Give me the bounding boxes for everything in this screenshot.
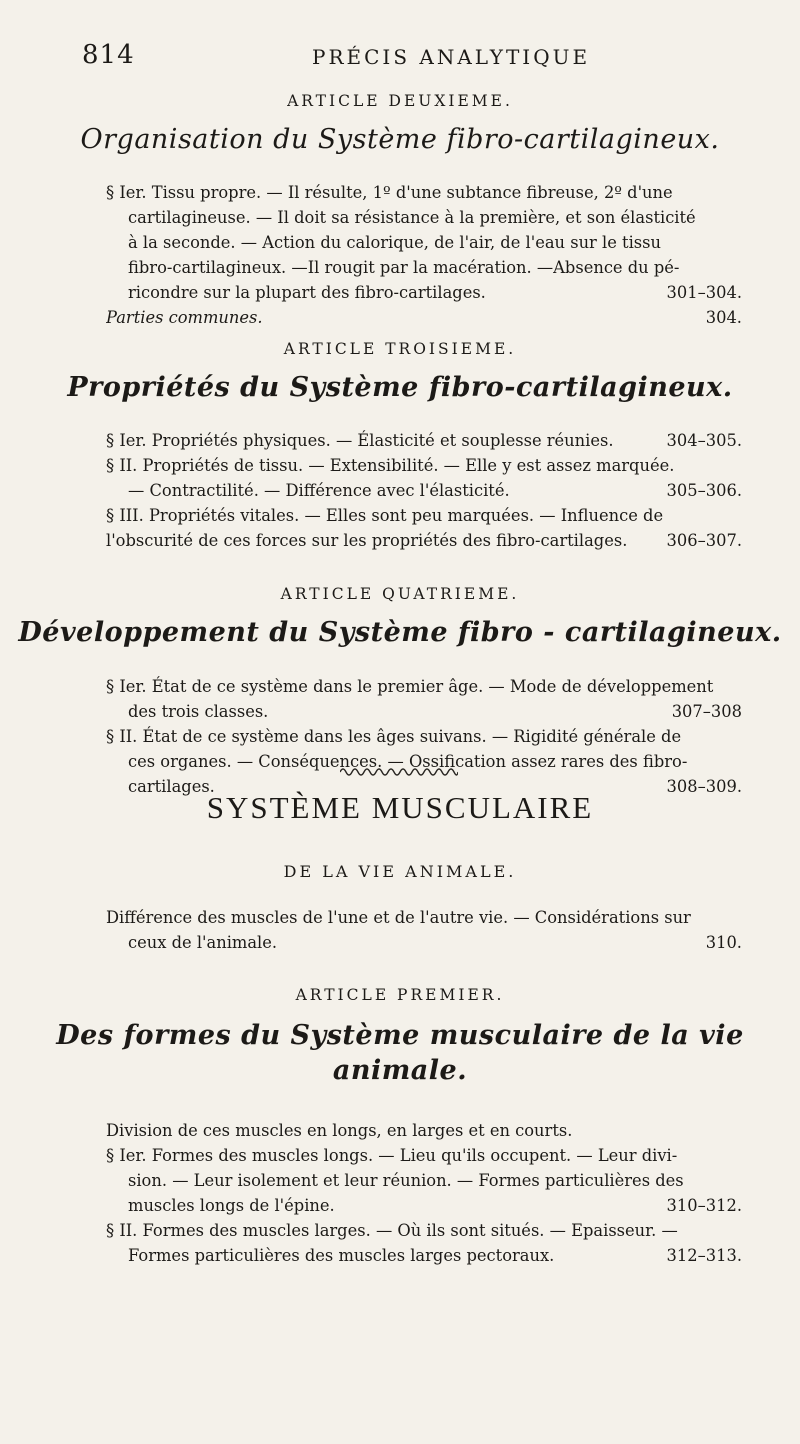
text-line-with-ref [106, 280, 742, 305]
text: des trois classes. [128, 702, 269, 721]
page-ref: 310–312. [666, 1196, 742, 1215]
text-line: § II. Formes des muscles larges. — Où ils sont situés. — Epaisseur. — [106, 1221, 678, 1240]
text-line-with-ref [106, 305, 742, 330]
page-ref: 312–313. [666, 1246, 742, 1265]
text: cartilages. [128, 777, 215, 796]
text: Formes particulières des muscles larges pectoraux. [128, 1246, 555, 1265]
text: § Ier. Propriétés physiques. — Élasticité et souplesse réunies. [106, 431, 614, 450]
section-title-formes-cont: animale. [332, 1055, 468, 1086]
system-heading: SYSTÈME MUSCULAIRE [206, 790, 594, 825]
text-line-with-ref [106, 1243, 742, 1268]
text-line: § III. Propriétés vitales. — Elles sont peu marquées. — Influence de [106, 506, 664, 525]
text-line: § II. État de ce système dans les âges suivans. — Rigidité générale de [106, 727, 682, 746]
text: ceux de l'animale. [128, 933, 278, 952]
page-number: 814 [82, 40, 135, 70]
text-line-with-ref [106, 478, 742, 503]
text-line: § Ier. Tissu propre. — Il résulte, 1º d'une subtance fibreuse, 2º d'une [106, 183, 673, 202]
text-line: Différence des muscles de l'une et de l'autre vie. — Considérations sur [106, 908, 691, 927]
article-2-body [106, 180, 742, 330]
text-line-with-ref [106, 699, 742, 724]
article-3-body [106, 428, 742, 553]
text-line-with-ref [106, 930, 742, 955]
section-title-proprietes: Propriétés du Système fibro-cartilagineux. [67, 372, 733, 403]
text-line: à la seconde. — Action du calorique, de l'air, de l'eau sur le tissu [128, 233, 661, 252]
article-heading-2: ARTICLE DEUXIEME. [287, 92, 513, 110]
page-ref: 308–309. [666, 777, 742, 796]
section-title-developpement: Développement du Système fibro - cartilagineux. [18, 617, 782, 648]
text: ricondre sur la plupart des fibro-cartilages. [128, 283, 486, 302]
text-line: § Ier. État de ce système dans le premier âge. — Mode de développement [106, 677, 714, 696]
page-ref: 301–304. [666, 283, 742, 302]
running-title: PRÉCIS ANALYTIQUE [312, 45, 591, 69]
text-line-with-ref [106, 1193, 742, 1218]
section-title-organisation: Organisation du Système fibro-cartilagineux. [80, 124, 720, 155]
text-line: § Ier. Formes des muscles longs. — Lieu qu'ils occupent. — Leur divi- [106, 1146, 678, 1165]
page-ref: 306–307. [666, 531, 742, 550]
page-ref: 304–305. [666, 431, 742, 450]
article-heading-4: ARTICLE QUATRIEME. [280, 585, 520, 603]
text: l'obscurité de ces forces sur les propriétés des fibro-cartilages. [106, 531, 628, 550]
text: Parties communes. [106, 308, 263, 327]
article-1-body [106, 1118, 742, 1268]
text-line: § II. Propriétés de tissu. — Extensibilité. — Elle y est assez marquée. [106, 456, 675, 475]
page-ref: 307–308 [671, 702, 742, 721]
running-head [82, 40, 591, 80]
text-line-with-ref [106, 528, 742, 553]
text: muscles longs de l'épine. [128, 1196, 335, 1215]
page-ref: 310. [705, 933, 742, 952]
text-line: cartilagineuse. — Il doit sa résistance à la première, et son élasticité [128, 208, 696, 227]
section-title-formes: Des formes du Système musculaire de la vie [56, 1020, 744, 1051]
text-line-with-ref [106, 428, 742, 453]
text-line: sion. — Leur isolement et leur réunion. — Formes particulières des [128, 1171, 684, 1190]
text-line: fibro-cartilagineux. —Il rougit par la macération. —Absence du pé- [128, 258, 680, 277]
page-ref: 305–306. [666, 481, 742, 500]
article-heading-3: ARTICLE TROISIEME. [283, 340, 517, 358]
article-4-body [106, 674, 742, 799]
system-intro [106, 905, 742, 955]
article-heading-1: ARTICLE PREMIER. [295, 986, 505, 1004]
text-line: ces organes. — Conséquences. — Ossification assez rares des fibro- [128, 752, 688, 771]
page-ref: 304. [705, 308, 742, 327]
text-line: Division de ces muscles en longs, en larges et en courts. [106, 1121, 573, 1140]
text: — Contractilité. — Différence avec l'élasticité. [128, 481, 510, 500]
system-subheading: DE LA VIE ANIMALE. [283, 862, 517, 881]
wavy-divider [340, 766, 458, 778]
